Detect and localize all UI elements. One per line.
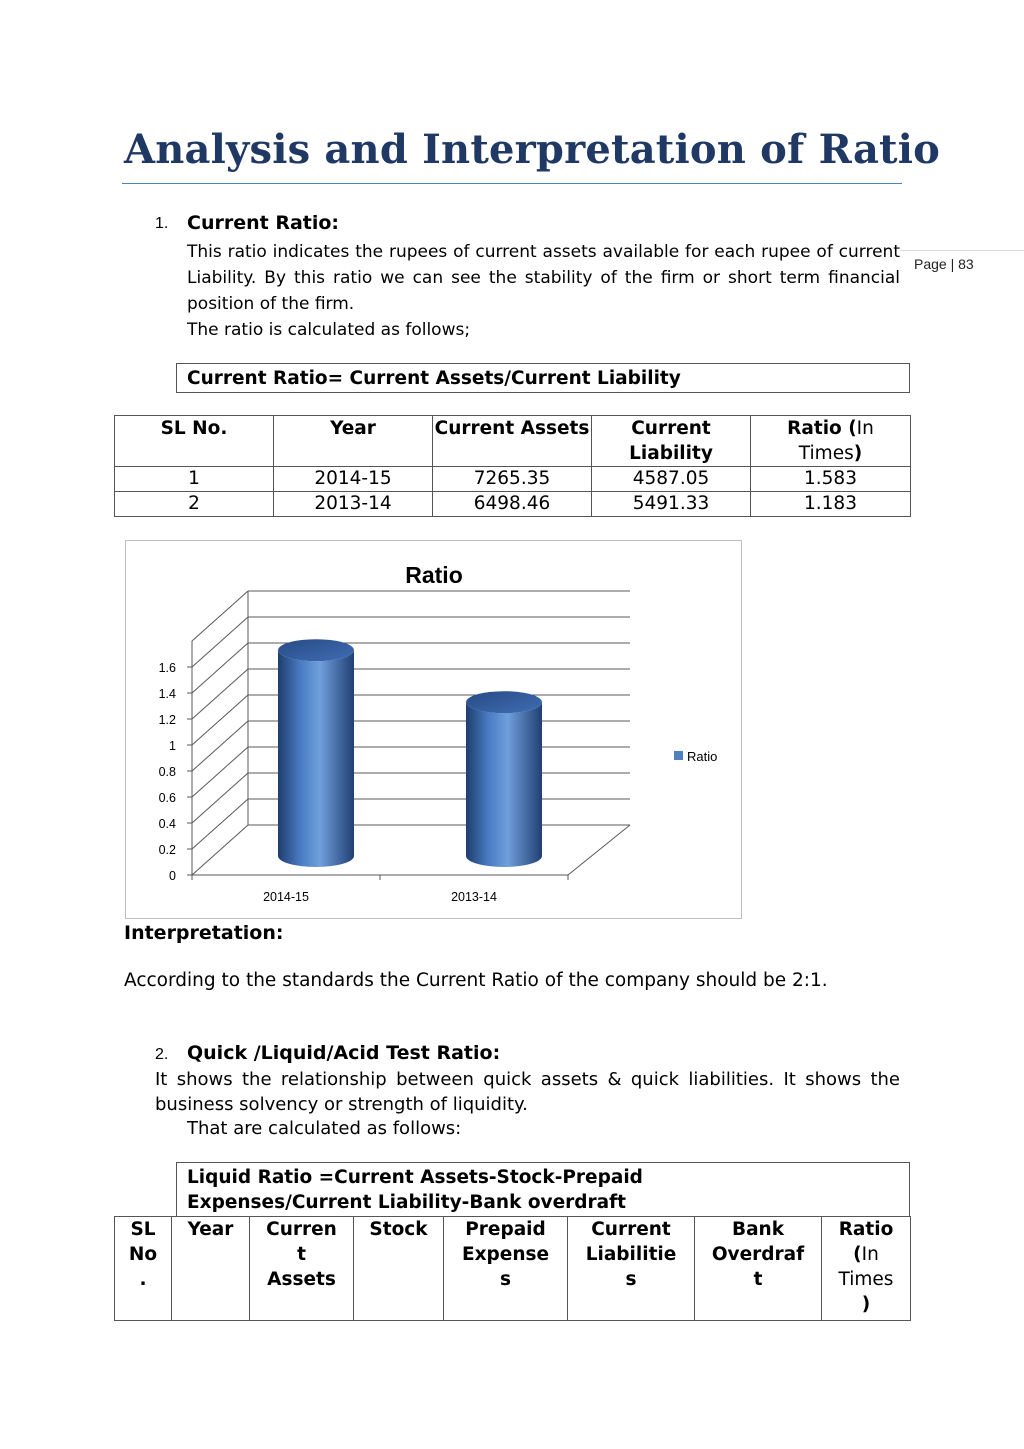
cell-year: 2013-14 — [274, 492, 433, 517]
gridline-depth — [192, 591, 248, 641]
header-ratio-unit: In — [856, 418, 874, 439]
header-ratio — [751, 416, 911, 467]
x-tick-label: 2013-14 — [451, 890, 497, 904]
y-tick-label: 0.8 — [158, 765, 176, 779]
gridline-depth — [192, 643, 248, 693]
ratio-chart-svg — [126, 541, 743, 920]
current-ratio-formula: Current Ratio= Current Assets/Current Liability — [176, 363, 910, 393]
y-tick-label: 0.6 — [158, 791, 176, 805]
bar-cylinder-top — [278, 639, 354, 661]
header-year: Year — [172, 1217, 250, 1321]
cell-year: 2014-15 — [274, 467, 433, 492]
gridline-depth — [192, 669, 248, 719]
y-tick-label: 1 — [169, 739, 176, 753]
bar-cylinder-top — [466, 691, 542, 713]
header-current-liability: Current Liability — [592, 416, 751, 467]
liquid-ratio-table — [114, 1216, 911, 1321]
gridline-depth — [192, 747, 248, 797]
section-1-number: 1. — [155, 215, 169, 232]
liquid-ratio-formula-line1: Liquid Ratio =Current Assets-Stock-Prepaid — [187, 1167, 643, 1188]
header-prepaid-expenses: Prepaid Expense s — [444, 1217, 568, 1321]
cell-ratio: 1.183 — [751, 492, 911, 517]
interpretation-text: According to the standards the Current Ratio of the company should be 2:1. — [124, 970, 828, 991]
header-year: Year — [274, 416, 433, 467]
cell-current-liability: 5491.33 — [592, 492, 751, 517]
legend-swatch — [674, 751, 683, 760]
section-2-heading: Quick /Liquid/Acid Test Ratio: — [187, 1042, 501, 1064]
header-ratio-label: Ratio ( — [787, 418, 857, 439]
gridline-depth — [192, 695, 248, 745]
page-number: Page | 83 — [914, 256, 974, 272]
liquid-ratio-formula-line2: Expenses/Current Liability-Bank overdraft — [187, 1192, 626, 1213]
cell-ratio: 1.583 — [751, 467, 911, 492]
gridline-depth — [192, 721, 248, 771]
table-row — [115, 467, 911, 492]
gridline-depth — [192, 799, 248, 849]
table-header-row — [115, 416, 911, 467]
bar-cylinder — [466, 702, 542, 867]
liquid-ratio-formula — [176, 1162, 910, 1217]
header-sl-no: SL No. — [115, 416, 274, 467]
chart-title: Ratio — [405, 562, 463, 588]
floor-edge — [192, 825, 630, 875]
section-1-calc-line: The ratio is calculated as follows; — [187, 320, 471, 340]
section-2-calc-line: That are calculated as follows: — [187, 1118, 462, 1139]
section-2-number: 2. — [155, 1046, 169, 1063]
header-stock: Stock — [354, 1217, 444, 1321]
table-header-row — [115, 1217, 911, 1321]
cell-sl: 1 — [115, 467, 274, 492]
table-row — [115, 492, 911, 517]
gridline-depth — [192, 617, 248, 667]
y-tick-label: 0 — [169, 869, 176, 883]
header-ratio: Ratio (In Times ) — [822, 1217, 911, 1321]
y-tick-label: 0.2 — [158, 843, 176, 857]
page-number-divider — [900, 250, 1024, 251]
cell-current-liability: 4587.05 — [592, 467, 751, 492]
section-1-heading: Current Ratio: — [187, 212, 340, 234]
cell-sl: 2 — [115, 492, 274, 517]
x-tick-label: 2014-15 — [263, 890, 309, 904]
gridline-depth — [192, 825, 248, 875]
header-sl-no: SL No . — [115, 1217, 172, 1321]
y-tick-label: 1.4 — [158, 687, 176, 701]
interpretation-heading: Interpretation: — [124, 922, 284, 944]
page-title: Analysis and Interpretation of Ratio — [124, 126, 941, 173]
title-divider — [122, 183, 902, 184]
ratio-chart — [125, 540, 742, 919]
header-current-assets: Current Assets — [433, 416, 592, 467]
legend-label: Ratio — [687, 749, 718, 764]
cell-current-assets: 7265.35 — [433, 467, 592, 492]
header-current-assets: Curren t Assets — [250, 1217, 354, 1321]
y-tick-label: 1.6 — [158, 661, 176, 675]
header-bank-overdraft: Bank Overdraf t — [695, 1217, 822, 1321]
header-current-liabilities: Current Liabilitie s — [568, 1217, 695, 1321]
header-ratio-unit-times: Times — [798, 443, 854, 464]
cell-current-assets: 6498.46 — [433, 492, 592, 517]
section-2-paragraph: It shows the relationship between quick assets & quick liabilities. It shows the business solvency or strength of liquidity. — [155, 1069, 900, 1115]
bar-cylinder — [278, 650, 354, 867]
section-1-paragraph: This ratio indicates the rupees of current assets available for each rupee of current Liability. By this ratio we can see the stability of the firm or short term financial position of the firm. — [187, 242, 900, 314]
current-ratio-table — [114, 415, 911, 517]
gridline-depth — [192, 773, 248, 823]
header-ratio-close: ) — [853, 443, 863, 464]
y-tick-label: 0.4 — [158, 817, 176, 831]
y-tick-label: 1.2 — [158, 713, 176, 727]
